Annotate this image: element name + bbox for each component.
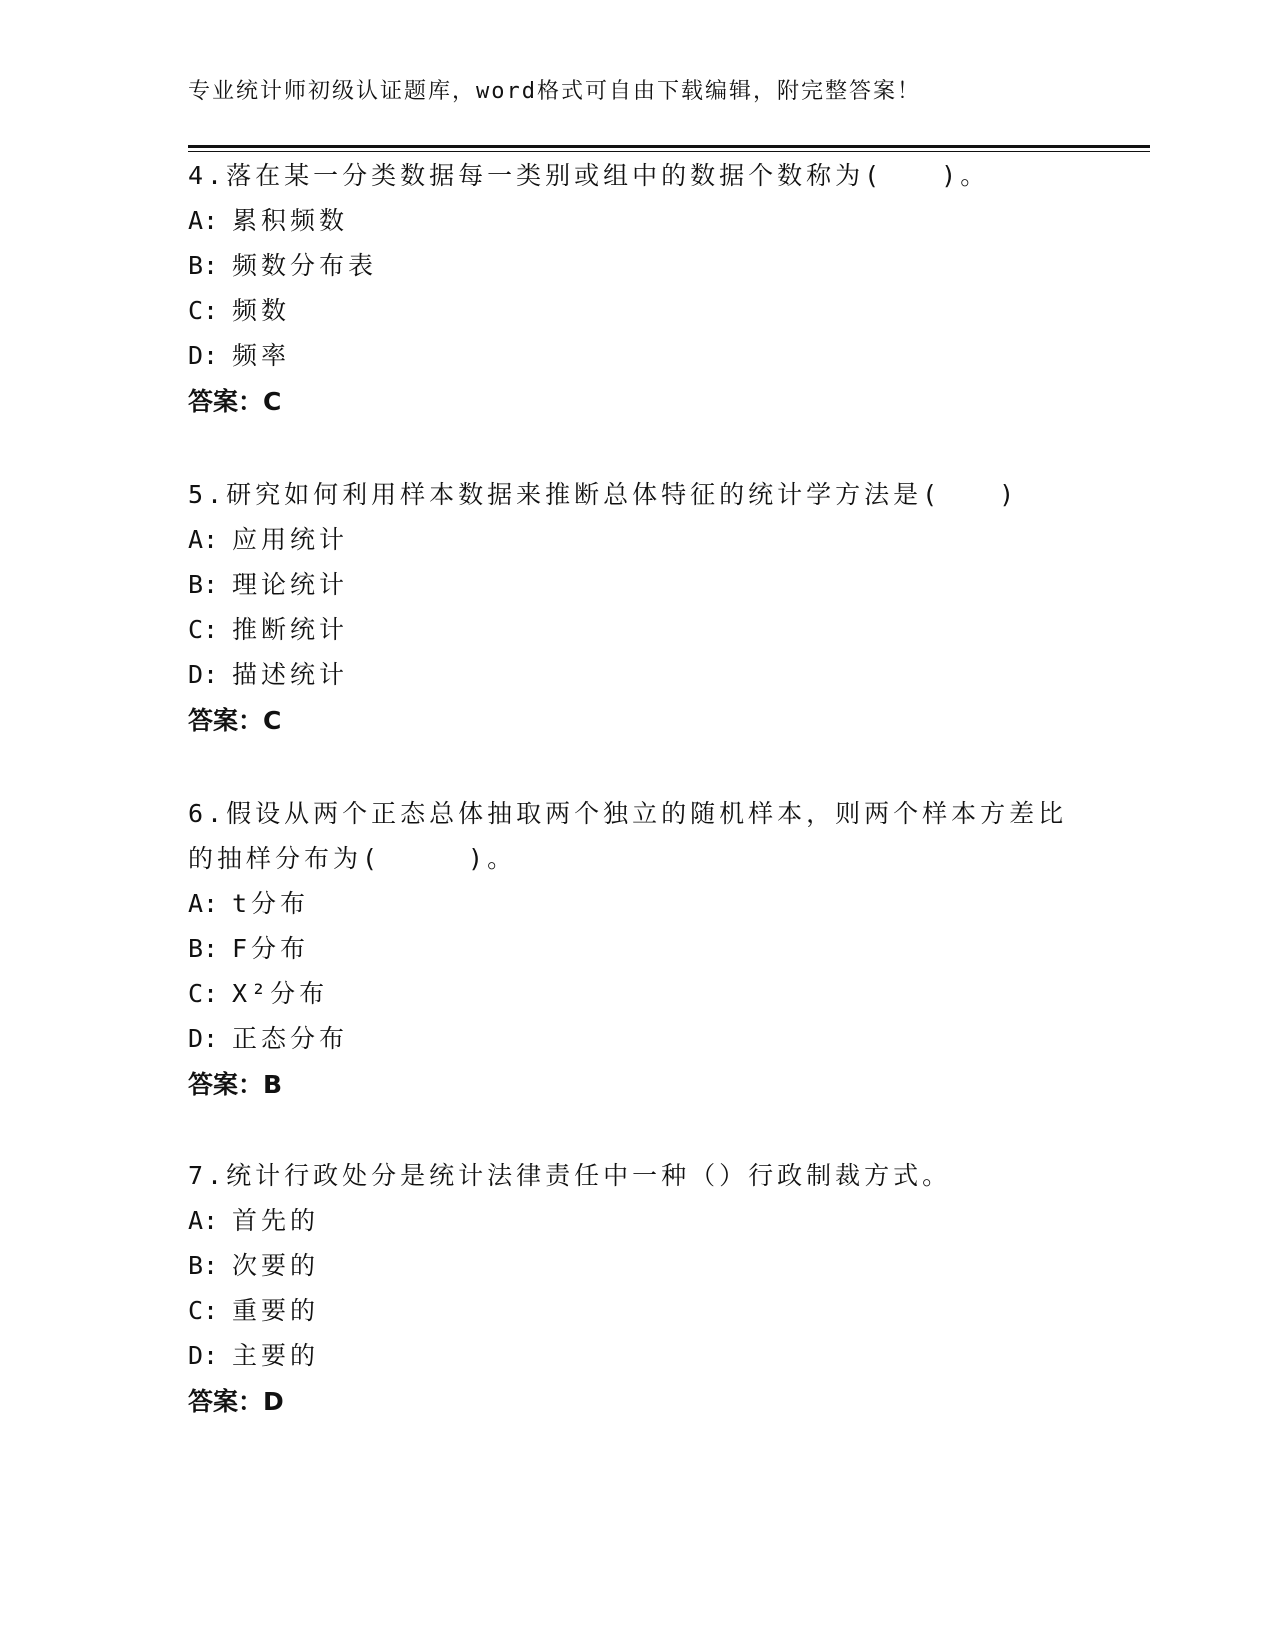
- option-text: 频数分布表: [232, 251, 378, 280]
- question-text: 4.落在某一分类数据每一类别或组中的数据个数称为( )。: [188, 161, 990, 190]
- question-text: 5.研究如何利用样本数据来推断总体特征的统计学方法是( ): [188, 480, 1019, 509]
- option-letter: C:: [188, 979, 219, 1008]
- question-text: 6.假设从两个正态总体抽取两个独立的随机样本，则两个样本方差比: [188, 799, 1068, 828]
- option-c: [188, 971, 1088, 1016]
- option-b: [188, 926, 1088, 971]
- option-d: [188, 1016, 1088, 1061]
- answer-line: 答案：C: [188, 706, 282, 735]
- question-block: [188, 791, 1088, 1108]
- answer-line: 答案：C: [188, 387, 282, 416]
- option-text: 重要的: [232, 1296, 320, 1325]
- option-text: 正态分布: [232, 1024, 349, 1053]
- option-letter: A:: [188, 889, 219, 918]
- option-letter: C:: [188, 615, 219, 644]
- option-b: [188, 1243, 1088, 1288]
- option-b: [188, 562, 1088, 607]
- option-text: 频数: [232, 296, 291, 325]
- option-text: 累积频数: [232, 206, 349, 235]
- option-letter: B:: [188, 1251, 219, 1280]
- question-block: [188, 1153, 1088, 1425]
- option-c: [188, 1288, 1088, 1333]
- option-d: [188, 1333, 1088, 1378]
- option-letter: D:: [188, 660, 219, 689]
- option-letter: A:: [188, 1206, 219, 1235]
- option-d: [188, 333, 1088, 378]
- option-letter: B:: [188, 251, 219, 280]
- option-text: 描述统计: [232, 660, 349, 689]
- answer-line: 答案：B: [188, 1070, 283, 1099]
- option-letter: D:: [188, 1024, 219, 1053]
- option-a: [188, 881, 1088, 926]
- option-letter: B:: [188, 570, 219, 599]
- option-letter: A:: [188, 206, 219, 235]
- question-block: [188, 472, 1088, 744]
- question-block: [188, 153, 1088, 425]
- option-text: F分布: [232, 934, 310, 963]
- option-a: [188, 517, 1088, 562]
- option-a: [188, 198, 1088, 243]
- option-d: [188, 652, 1088, 697]
- option-text: 理论统计: [232, 570, 349, 599]
- option-letter: D:: [188, 1341, 219, 1370]
- header-rule-thin: [188, 151, 1150, 152]
- option-letter: B:: [188, 934, 219, 963]
- option-text: t分布: [232, 889, 310, 918]
- option-text: 应用统计: [232, 525, 349, 554]
- option-a: [188, 1198, 1088, 1243]
- option-letter: C:: [188, 296, 219, 325]
- option-text: 频率: [232, 341, 291, 370]
- question-text-continued: 的抽样分布为( )。: [188, 844, 517, 873]
- question-text: 7.统计行政处分是统计法律责任中一种（）行政制裁方式。: [188, 1161, 952, 1190]
- option-text: 主要的: [232, 1341, 320, 1370]
- header-rule-thick: [188, 145, 1150, 148]
- page-header: 专业统计师初级认证题库，word格式可自由下载编辑，附完整答案！: [188, 79, 921, 104]
- answer-line: 答案：D: [188, 1387, 284, 1416]
- option-c: [188, 607, 1088, 652]
- option-letter: D:: [188, 341, 219, 370]
- option-b: [188, 243, 1088, 288]
- option-text: 次要的: [232, 1251, 320, 1280]
- option-text: 推断统计: [232, 615, 349, 644]
- option-text: X²分布: [232, 979, 329, 1008]
- option-letter: A:: [188, 525, 219, 554]
- option-c: [188, 288, 1088, 333]
- option-letter: C:: [188, 1296, 219, 1325]
- option-text: 首先的: [232, 1206, 320, 1235]
